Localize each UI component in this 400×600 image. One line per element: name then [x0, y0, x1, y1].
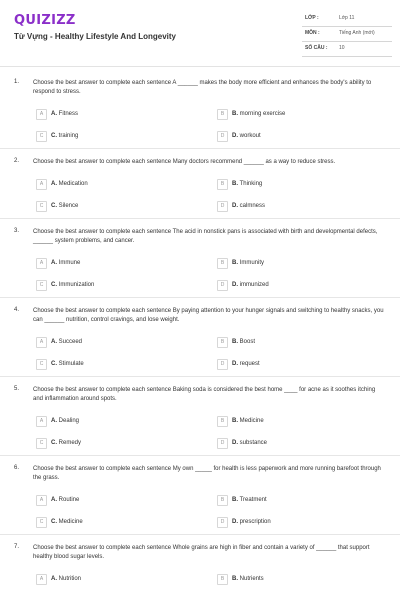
option-c-box: C	[36, 280, 47, 291]
option-a-box: A	[36, 337, 47, 348]
option-text: Silence	[58, 203, 79, 209]
option-a-label	[51, 416, 79, 426]
option-text: Treatment	[239, 497, 267, 503]
option-letter: A.	[51, 181, 57, 187]
class-value: Lớp 11	[339, 15, 355, 21]
option-c-label	[51, 517, 83, 527]
question-text: Choose the best answer to complete each sentence Whole grains are high in fiber and contain a variety of ______ that support healthy blood sugar levels.	[33, 545, 370, 560]
option-letter: B.	[232, 260, 238, 266]
option-a-label	[51, 258, 80, 268]
option-letter: C.	[51, 282, 57, 288]
option-text: Stimulate	[58, 361, 84, 367]
option-letter: C.	[51, 519, 57, 525]
question-number: 3.	[14, 228, 20, 234]
meta-row-count	[302, 42, 392, 57]
worksheet-title: Từ Vựng - Healthy Lifestyle And Longevity	[14, 32, 176, 41]
option-d-box: D	[217, 201, 228, 212]
option-text: training	[58, 133, 79, 139]
option-b-label	[232, 574, 264, 584]
option-d-label	[232, 201, 265, 211]
option-text: workout	[239, 133, 261, 139]
worksheet-header	[0, 0, 400, 64]
meta-row-subject	[302, 27, 392, 42]
option-text: Succeed	[58, 339, 83, 345]
option-letter: A.	[51, 576, 57, 582]
option-a-label	[51, 337, 82, 347]
option-a-label	[51, 574, 81, 584]
option-c-label	[51, 201, 78, 211]
option-a-box: A	[36, 416, 47, 427]
option-letter: B.	[232, 181, 238, 187]
option-text: calmness	[239, 203, 266, 209]
option-b-label	[232, 109, 285, 119]
option-b-box: B	[217, 109, 228, 120]
question-divider	[0, 297, 400, 298]
question-number: 6.	[14, 465, 20, 471]
question-number: 2.	[14, 158, 20, 164]
option-text: Medicine	[239, 418, 264, 424]
option-c-label	[51, 438, 81, 448]
question-number: 7.	[14, 544, 20, 550]
option-letter: C.	[51, 440, 57, 446]
option-d-label	[232, 280, 269, 290]
option-b-box: B	[217, 258, 228, 269]
option-a-label	[51, 495, 79, 505]
option-text: Medication	[58, 181, 88, 187]
option-text: Immunization	[58, 282, 95, 288]
option-c-box: C	[36, 517, 47, 528]
option-text: Nutrients	[239, 576, 264, 582]
question-divider	[0, 376, 400, 377]
option-letter: D.	[232, 203, 238, 209]
option-b-label	[232, 337, 255, 347]
question-count-value: 10	[339, 45, 345, 51]
meta-row-class	[302, 12, 392, 27]
question-text: Choose the best answer to complete each sentence Many doctors recommend ______ as a way to reduce stress.	[33, 159, 336, 165]
option-a-box: A	[36, 258, 47, 269]
option-d-label	[232, 359, 260, 369]
question-text: Choose the best answer to complete each sentence A ______ makes the body more efficient and enhances the body's ability to respond to stress.	[33, 80, 372, 95]
question-number: 5.	[14, 386, 20, 392]
subject-label: MÔN :	[305, 30, 320, 36]
option-c-box: C	[36, 438, 47, 449]
quizizz-logo: QUIZIZZ	[14, 13, 76, 28]
header-divider	[0, 66, 400, 67]
option-d-label	[232, 438, 267, 448]
option-c-box: C	[36, 201, 47, 212]
question-number: 1.	[14, 79, 20, 85]
option-text: morning exercise	[239, 111, 286, 117]
option-a-label	[51, 179, 88, 189]
option-b-box: B	[217, 574, 228, 585]
option-d-label	[232, 517, 271, 527]
option-text: request	[239, 361, 260, 367]
worksheet-meta	[302, 12, 392, 57]
option-d-label	[232, 131, 261, 141]
option-text: Boost	[239, 339, 256, 345]
option-letter: D.	[232, 133, 238, 139]
class-label: LỚP :	[305, 15, 319, 21]
option-a-box: A	[36, 495, 47, 506]
option-letter: A.	[51, 418, 57, 424]
option-letter: A.	[51, 260, 57, 266]
option-c-label	[51, 280, 94, 290]
option-b-box: B	[217, 337, 228, 348]
option-text: Remedy	[58, 440, 82, 446]
option-letter: B.	[232, 497, 238, 503]
option-letter: C.	[51, 361, 57, 367]
option-text: Thinking	[239, 181, 263, 187]
option-letter: B.	[232, 576, 238, 582]
option-d-box: D	[217, 280, 228, 291]
option-text: Dealing	[58, 418, 80, 424]
option-d-box: D	[217, 517, 228, 528]
option-b-label	[232, 495, 267, 505]
option-text: Medicine	[58, 519, 83, 525]
option-letter: A.	[51, 497, 57, 503]
option-text: Immunity	[239, 260, 265, 266]
option-c-label	[51, 359, 84, 369]
question-divider	[0, 455, 400, 456]
subject-value: Tiếng Anh (mới)	[339, 30, 375, 36]
question-divider	[0, 148, 400, 149]
option-d-box: D	[217, 438, 228, 449]
option-letter: C.	[51, 133, 57, 139]
option-letter: D.	[232, 519, 238, 525]
option-a-box: A	[36, 109, 47, 120]
option-b-label	[232, 258, 264, 268]
option-letter: D.	[232, 282, 238, 288]
option-text: Routine	[58, 497, 80, 503]
option-c-box: C	[36, 359, 47, 370]
option-a-box: A	[36, 574, 47, 585]
option-d-box: D	[217, 131, 228, 142]
question-divider	[0, 218, 400, 219]
option-letter: B.	[232, 339, 238, 345]
question-number: 4.	[14, 307, 20, 313]
option-d-box: D	[217, 359, 228, 370]
option-letter: C.	[51, 203, 57, 209]
question-count-label: SỐ CÂU :	[305, 45, 328, 51]
question-divider	[0, 534, 400, 535]
option-c-label	[51, 131, 78, 141]
question-text: Choose the best answer to complete each sentence Baking soda is considered the best home ____ for acne as it soothes itching and inflammation around spots.	[33, 387, 376, 402]
option-text: immunized	[239, 282, 269, 288]
option-letter: B.	[232, 418, 238, 424]
option-letter: A.	[51, 111, 57, 117]
option-text: substance	[239, 440, 268, 446]
question-text: Choose the best answer to complete each sentence The acid in nonstick pans is associated with birth and developmental defects, ______ system problems, and cancer.	[33, 229, 378, 244]
option-b-box: B	[217, 495, 228, 506]
option-b-box: B	[217, 179, 228, 190]
option-letter: D.	[232, 361, 238, 367]
option-a-label	[51, 109, 78, 119]
question-text: Choose the best answer to complete each sentence My own _____ for health is less paperwork and more running barefoot through the grass.	[33, 466, 381, 481]
option-text: Immune	[58, 260, 81, 266]
option-a-box: A	[36, 179, 47, 190]
option-letter: B.	[232, 111, 238, 117]
question-text: Choose the best answer to complete each sentence By paying attention to your hunger signals and switching to healthy snacks, you can ______ nutrition, control cravings, and lose weight.	[33, 308, 384, 323]
option-b-label	[232, 416, 264, 426]
option-letter: D.	[232, 440, 238, 446]
option-b-label	[232, 179, 262, 189]
option-b-box: B	[217, 416, 228, 427]
option-letter: A.	[51, 339, 57, 345]
option-text: prescription	[239, 519, 271, 525]
option-text: Fitness	[58, 111, 79, 117]
option-text: Nutrition	[58, 576, 82, 582]
option-c-box: C	[36, 131, 47, 142]
